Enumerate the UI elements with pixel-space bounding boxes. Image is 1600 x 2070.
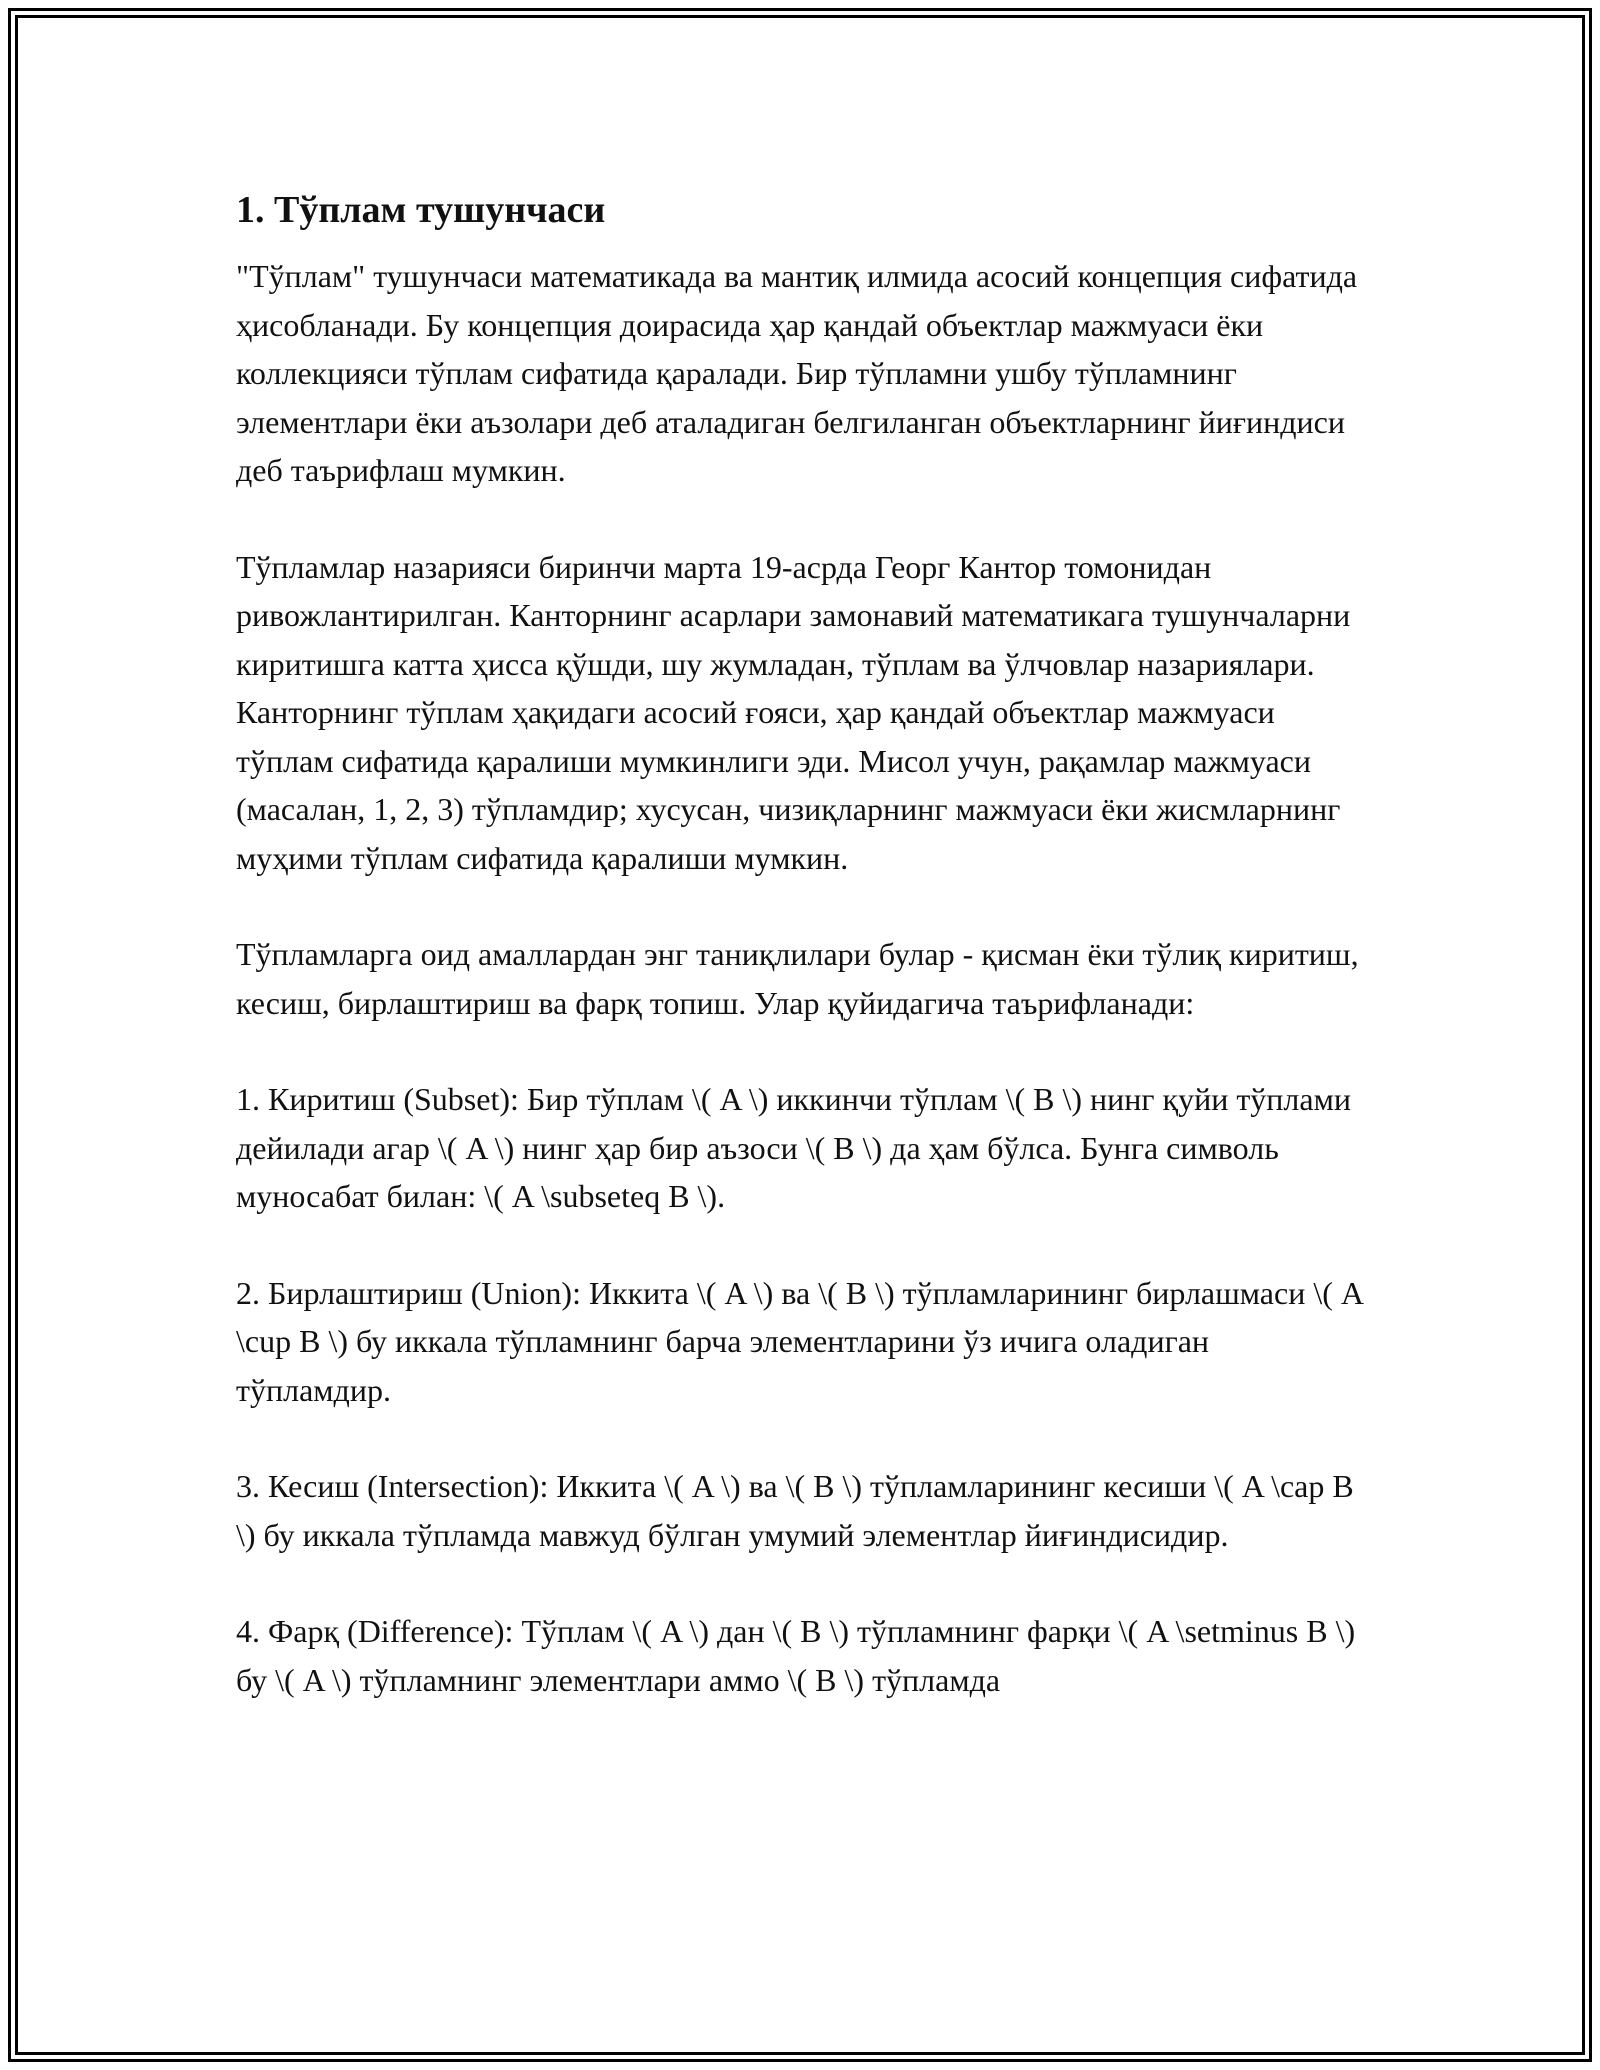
paragraph-set-concept: "Тўплам" тушунчаси математикада ва мантиқ илмида асосий концепция сифатида ҳисобланади. Бу концепция доирасида ҳар қандай объектлар мажмуаси ёки коллекцияси тўплам сифатида қаралади. Бир тўпламни ушбу тўпламнинг элементлари ёки аъзолари деб аталадиган белгиланган объектларнинг йиғиндиси деб таърифлаш мумкин. [236, 258, 1358, 488]
paragraph-subset: 1. Киритиш (Subset): Бир тўплам \( A \) иккинчи тўплам \( B \) нинг қуйи тўплами дейилади агар \( A \) нинг ҳар бир аъзоси \( B \) да ҳам бўлса. Бунга символь муносабат билан: \( A \subseteq B \). [236, 1081, 1351, 1214]
section-title: 1. Тўплам тушунчаси [236, 189, 606, 231]
document-body [236, 186, 1366, 1704]
paragraph-set-theory-history: Тўпламлар назарияси биринчи марта 19-асрда Георг Кантор томонидан ривожлантирилган. Канторнинг асарлари замонавий математикага тушунчаларни киритишга катта ҳисса қўшди, шу жумладан, тўплам ва ўлчовлар назариялари. Канторнинг тўплам ҳақидаги асосий ғояси, ҳар қандай объектлар мажмуаси тўплам сифатида қаралиши мумкинлиги эди. Мисол учун, рақамлар мажмуаси (масалан, 1, 2, 3) тўпламдир; хусусан, чизиқларнинг мажмуаси ёки жисмларнинг муҳими тўплам сифатида қаралиши мумкин. [236, 548, 1351, 876]
paragraph-difference: 4. Фарқ (Difference): Тўплам \( A \) дан \( B \) тўпламнинг фарқи \( A \setminus B \) бу \( A \) тўпламнинг элементлари аммо \( B \) тўпламда [236, 1613, 1356, 1698]
paragraph-set-operations-intro: Тўпламларга оид амаллардан энг таниқлилари булар - қисман ёки тўлиқ киритиш, кесиш, бирлаштириш ва фарқ топиш. Улар қуйидагича таърифланади: [236, 936, 1359, 1021]
paragraph-intersection: 3. Кесиш (Intersection): Иккита \( A \) ва \( B \) тўпламларининг кесиши \( A \cap B \) бу иккала тўпламда мавжуд бўлган умумий элементлар йиғиндисидир. [236, 1468, 1354, 1553]
paragraph-union: 2. Бирлаштириш (Union): Иккита \( A \) ва \( B \) тўпламларининг бирлашмаси \( A \cup B \) бу иккала тўпламнинг барча элементларини ўз ичига оладиган тўпламдир. [236, 1274, 1363, 1408]
